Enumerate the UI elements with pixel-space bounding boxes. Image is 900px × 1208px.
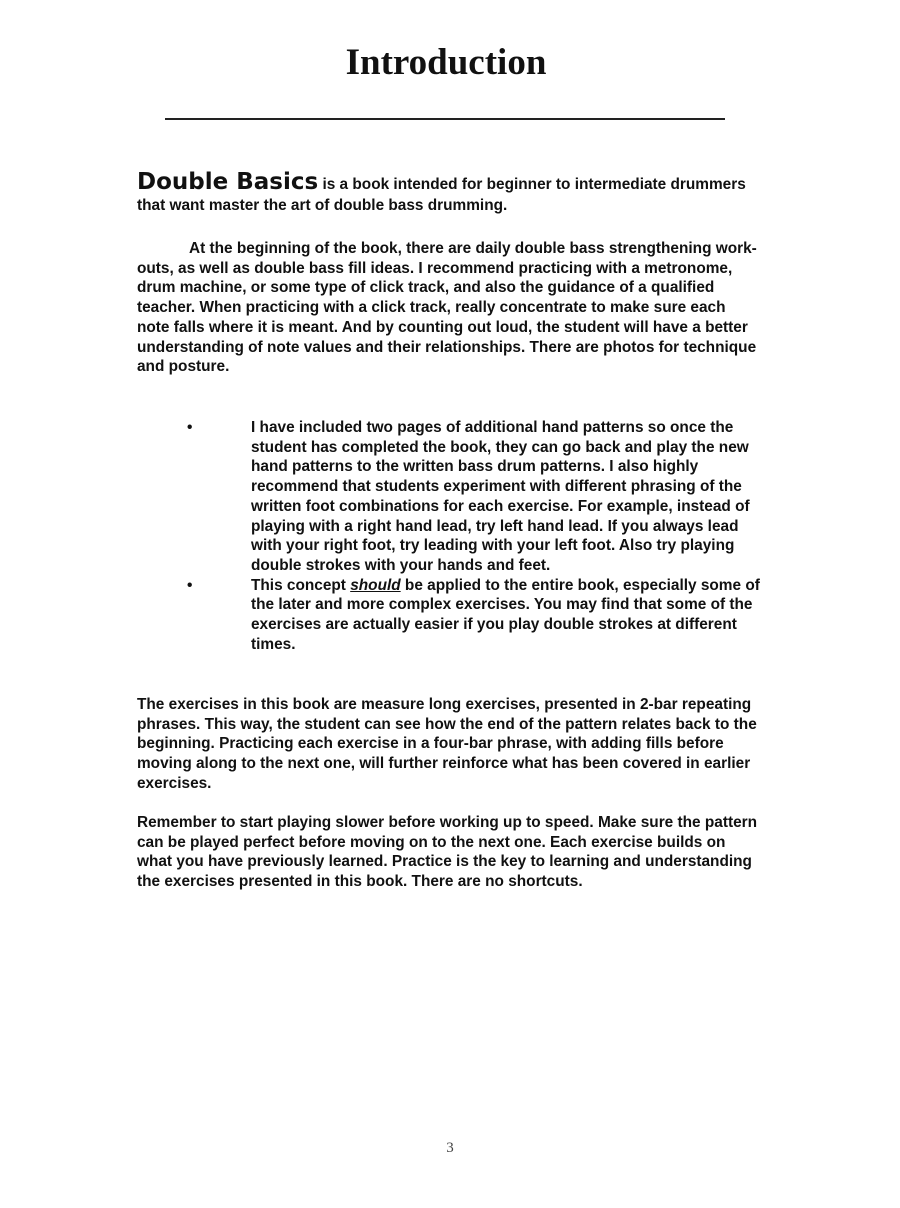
bullet-list: [137, 418, 762, 654]
bullet-text-hand-patterns: I have included two pages of additional hand patterns so once the student has completed the book, they can go back and play the new hand patterns to the written bass drum patterns. I also highly recommend that students experiment with different phrasing of the written foot combinations for each exercise. For example, instead of playing with a right hand lead, try left hand lead. If you always lead with your right foot, try leading with your left foot. Also try playing double strokes with your hands and feet.: [251, 419, 750, 574]
page-title: Introduction: [345, 42, 547, 83]
intro-text: is a book intended for beginner to intermediate drummers that want master the art of double bass drumming.: [137, 176, 746, 214]
page-number: 3: [446, 1140, 454, 1156]
bullet-emphasis-should: should: [350, 576, 401, 594]
list-item: [137, 418, 762, 576]
book-title: Double Basics: [137, 169, 319, 195]
title-underline: [165, 118, 725, 120]
bullet-text-concept-end: be applied to the entire book, especially some of the later and more complex exercises. You may find that some of the exercises are actually easier if you play double strokes at different times.: [251, 576, 760, 653]
remember-paragraph: Remember to start playing slower before working up to speed. Make sure the pattern can be played perfect before moving on to the next one. Each exercise builds on what you have previously learned. Practice is the key to learning and understanding the exercises presented in this book. There are no shortcuts.: [137, 814, 758, 891]
bullet-text-concept-start: This concept: [251, 576, 351, 594]
intro-paragraph: [137, 168, 762, 216]
bullet-marker: •: [187, 576, 193, 594]
daily-workouts-paragraph: At the beginning of the book, there are daily double bass strengthening work- outs, as well as double bass fill ideas. I recommend practicing with a metronome, drum machine, or some type of click track, and also the guidance of a qualified teacher. When practicing with a click track, really concentrate to make sure each note falls where it is meant. And by counting out loud, the student will have a better understanding of note values and their relationships. There are photos for technique and posture.: [137, 240, 757, 376]
list-item: [137, 576, 762, 655]
exercises-paragraph: The exercises in this book are measure long exercises, presented in 2-bar repeating phrases. This way, the student can see how the end of the pattern relates back to the beginning. Practicing each exercise in a four-bar phrase, with adding fills before moving along to the next one, will further reinforce what has been covered in earlier exercises.: [137, 696, 757, 792]
bullet-marker: •: [187, 419, 193, 436]
